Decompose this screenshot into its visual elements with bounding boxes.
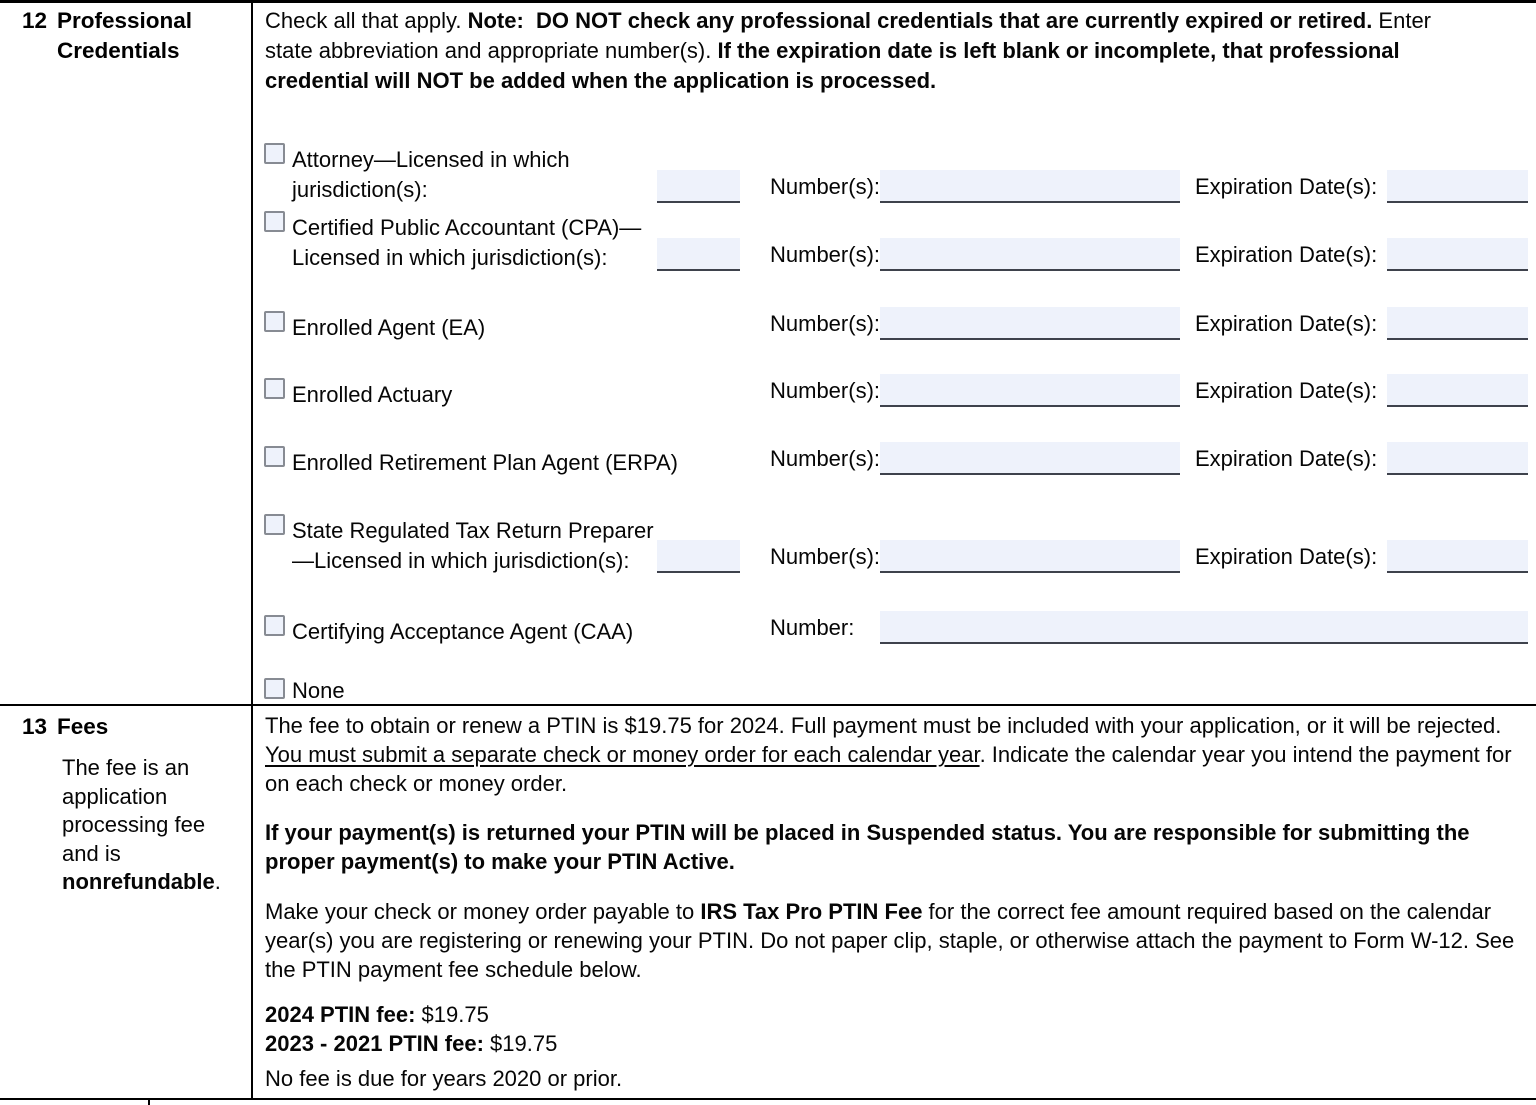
column-divider — [251, 0, 253, 1100]
section12-title: Professional Credentials — [57, 8, 193, 63]
side-note-nonrefundable: nonrefundable — [62, 869, 215, 894]
side-note-part1: The fee is an application processing fee and is — [62, 755, 206, 866]
erpa-number-label: Number(s): — [770, 446, 881, 471]
instructions-expiration-warning: If the expiration date is left blank or incomplete, that professional credential will NOT be added when the application is processed. — [265, 38, 1400, 93]
section13-number: 13 — [22, 714, 48, 739]
none-checkbox[interactable] — [264, 678, 285, 699]
enrolled-actuary-label: Enrolled Actuary — [292, 382, 453, 407]
enrolled-agent-number-input[interactable] — [880, 307, 1180, 340]
state-regulated-preparer-label-line1: State Regulated Tax Return Preparer — [292, 518, 654, 543]
top-border — [0, 0, 1536, 3]
enrolled-agent-checkbox[interactable] — [264, 311, 285, 332]
attorney-number-input[interactable] — [880, 170, 1180, 203]
state-regulated-preparer-jurisdiction-input[interactable] — [657, 540, 740, 573]
state-regulated-preparer-expiration-label: Expiration Date(s): — [1195, 544, 1378, 569]
cpa-number-label: Number(s): — [770, 242, 881, 267]
fees-p3-payee: IRS Tax Pro PTIN Fee — [700, 899, 923, 924]
state-regulated-preparer-label — [292, 516, 692, 576]
cpa-expiration-input[interactable] — [1387, 238, 1528, 271]
fees-p1-part1: The fee to obtain or renew a PTIN is $19.75 for 2024. Full payment must be included with your application, or it will be rejected. — [265, 713, 1502, 738]
fees-p1-part3: . Indicate the calendar year you intend the payment for on each check or money order. — [265, 742, 1512, 796]
fees-paragraph-2: If your payment(s) is returned your PTIN will be placed in Suspended status. You are responsible for submitting the proper payment(s) to make your PTIN Active. — [265, 820, 1470, 874]
cpa-label-line1: Certified Public Accountant (CPA)— — [292, 215, 642, 240]
no-fee-note: No fee is due for years 2020 or prior. — [265, 1066, 623, 1091]
fees-paragraph-3 — [265, 897, 1525, 984]
enrolled-actuary-number-input[interactable] — [880, 374, 1180, 407]
fee-line-2024 — [265, 1000, 489, 1029]
enrolled-actuary-expiration-label: Expiration Date(s): — [1195, 378, 1378, 403]
attorney-number-label: Number(s): — [770, 174, 881, 199]
state-regulated-preparer-number-label: Number(s): — [770, 544, 881, 569]
attorney-label — [292, 145, 652, 205]
cpa-jurisdiction-input[interactable] — [657, 238, 740, 271]
cpa-expiration-label: Expiration Date(s): — [1195, 242, 1378, 267]
instructions-part1: Check all that apply. — [265, 8, 468, 33]
enrolled-agent-expiration-input[interactable] — [1387, 307, 1528, 340]
instructions-note: Note: DO NOT check any professional credentials that are currently expired or retired. — [467, 8, 1373, 33]
enrolled-actuary-checkbox[interactable] — [264, 378, 285, 399]
section12-instructions — [265, 6, 1480, 96]
instructions-part3: Enter state abbreviation and appropriate number(s). — [265, 8, 1432, 63]
fee-line-2023-2021 — [265, 1029, 557, 1058]
cpa-checkbox[interactable] — [264, 211, 285, 232]
fee-2023-2021-value: $19.75 — [483, 1031, 558, 1056]
fees-p3-part1: Make your check or money order payable to — [265, 899, 701, 924]
attorney-jurisdiction-input[interactable] — [657, 170, 740, 203]
section12-number: 12 — [22, 8, 48, 33]
fees-p1-underlined: You must submit a separate check or money order for each calendar year — [265, 742, 980, 767]
section-divider — [0, 704, 1536, 706]
erpa-expiration-input[interactable] — [1387, 442, 1528, 475]
attorney-label-line2: jurisdiction(s): — [292, 177, 428, 202]
enrolled-actuary-expiration-input[interactable] — [1387, 374, 1528, 407]
erpa-checkbox[interactable] — [264, 446, 285, 467]
none-label: None — [292, 678, 345, 703]
section13-title: Fees — [57, 714, 109, 739]
bottom-border — [0, 1098, 1536, 1100]
erpa-expiration-label: Expiration Date(s): — [1195, 446, 1378, 471]
caa-label: Certifying Acceptance Agent (CAA) — [292, 619, 634, 644]
fee-2024-value: $19.75 — [415, 1002, 489, 1027]
enrolled-agent-number-label: Number(s): — [770, 311, 881, 336]
enrolled-actuary-number-label: Number(s): — [770, 378, 881, 403]
side-note-period: . — [214, 869, 221, 894]
state-regulated-preparer-checkbox[interactable] — [264, 514, 285, 535]
enrolled-agent-expiration-label: Expiration Date(s): — [1195, 311, 1378, 336]
fee-2023-2021-label: 2023 - 2021 PTIN fee: — [265, 1031, 484, 1056]
cpa-label-line2: Licensed in which jurisdiction(s): — [292, 245, 608, 270]
cpa-number-input[interactable] — [880, 238, 1180, 271]
attorney-checkbox[interactable] — [264, 143, 285, 164]
bottom-tick — [148, 1100, 150, 1105]
caa-checkbox[interactable] — [264, 615, 285, 636]
fees-p3-part3: for the correct fee amount required based on the calendar year(s) you are registering or renewing your PTIN. Do not paper clip, staple, or otherwise attach the payment to Form W-12. See the PTIN payment fee schedule below. — [265, 899, 1515, 982]
erpa-label: Enrolled Retirement Plan Agent (ERPA) — [292, 450, 678, 475]
enrolled-agent-label: Enrolled Agent (EA) — [292, 315, 486, 340]
attorney-label-line1: Attorney—Licensed in which — [292, 147, 570, 172]
fee-2024-label: 2024 PTIN fee: — [265, 1002, 416, 1027]
caa-number-label: Number: — [770, 615, 855, 640]
section13-side-note — [62, 754, 244, 897]
erpa-number-input[interactable] — [880, 442, 1180, 475]
state-regulated-preparer-label-line2: —Licensed in which jurisdiction(s): — [292, 548, 630, 573]
state-regulated-preparer-expiration-input[interactable] — [1387, 540, 1528, 573]
state-regulated-preparer-number-input[interactable] — [880, 540, 1180, 573]
caa-number-input[interactable] — [880, 611, 1528, 644]
cpa-label — [292, 213, 672, 273]
attorney-expiration-label: Expiration Date(s): — [1195, 174, 1378, 199]
attorney-expiration-input[interactable] — [1387, 170, 1528, 203]
fees-paragraph-1 — [265, 711, 1517, 798]
